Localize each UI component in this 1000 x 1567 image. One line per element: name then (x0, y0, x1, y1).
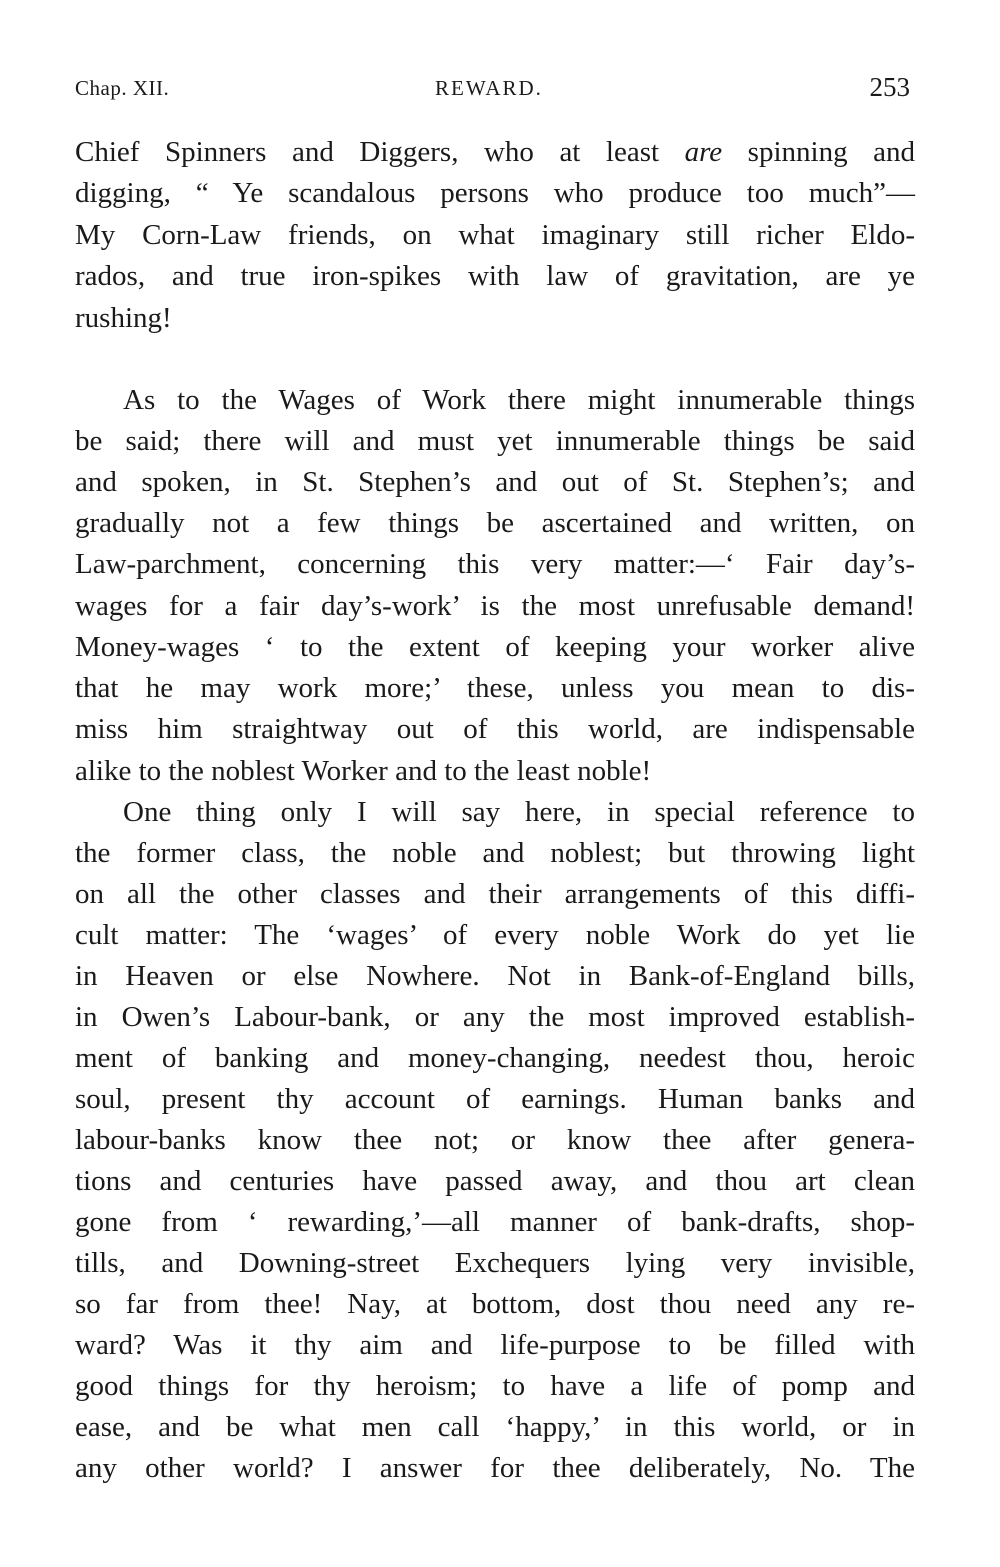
text-line: tions and centuries have passed away, and thou art clean (75, 1165, 915, 1197)
text-line: ment of banking and money-changing, needest thou, heroic (75, 1042, 915, 1074)
text-line: good things for thy heroism; to have a life of pomp and (75, 1370, 915, 1402)
text-line: the former class, the noble and noblest; but throwing light (75, 837, 915, 869)
text-line: miss him straightway out of this world, are indispensable (75, 713, 915, 745)
text-line: cult matter: The ‘wages’ of every noble Work do yet lie (75, 919, 915, 951)
text-line: As to the Wages of Work there might innumerable things (123, 384, 915, 416)
text-line: be said; there will and must yet innumerable things be said (75, 425, 915, 457)
text-line: ward? Was it thy aim and life-purpose to be filled with (75, 1329, 915, 1361)
text-line: Chief Spinners and Diggers, who at least are spinning and (75, 136, 915, 168)
text-line: and spoken, in St. Stephen’s and out of St. Stephen’s; and (75, 466, 915, 498)
text-line: wages for a fair day’s-work’ is the most unrefusable demand! (75, 590, 915, 622)
page-number: 253 (869, 72, 910, 102)
text-line: tills, and Downing-street Exchequers lying very invisible, (75, 1247, 915, 1279)
text-line: My Corn-Law friends, on what imaginary still richer Eldo- (75, 219, 915, 251)
text-line: soul, present thy account of earnings. Human banks and (75, 1083, 915, 1115)
text-line: that he may work more;’ these, unless you mean to dis- (75, 672, 915, 704)
text-line: ease, and be what men call ‘happy,’ in this world, or in (75, 1411, 915, 1443)
text-line: rushing! (75, 302, 172, 334)
text-line: gone from ‘ rewarding,’—all manner of bank-drafts, shop- (75, 1206, 915, 1238)
running-title: REWARD. (435, 76, 543, 100)
paragraph1-line0-source (0, 0, 1, 1)
text-line: labour-banks know thee not; or know thee after genera- (75, 1124, 915, 1156)
text-line: One thing only I will say here, in special reference to (123, 796, 915, 828)
chapter-label: Chap. XII. (75, 76, 170, 100)
running-header (75, 72, 910, 106)
text-line: so far from thee! Nay, at bottom, dost thou need any re- (75, 1288, 915, 1320)
text-line: Money-wages ‘ to the extent of keeping your worker alive (75, 631, 915, 663)
text-line: in Owen’s Labour-bank, or any the most improved establish- (75, 1001, 915, 1033)
text-line: on all the other classes and their arrangements of this diffi- (75, 878, 915, 910)
text-line: alike to the noblest Worker and to the least noble! (75, 755, 652, 787)
text-line: Law-parchment, concerning this very matter:—‘ Fair day’s- (75, 548, 915, 580)
text-line: any other world? I answer for thee deliberately, No. The (75, 1452, 915, 1484)
text-line: in Heaven or else Nowhere. Not in Bank-of-England bills, (75, 960, 915, 992)
text-line: rados, and true iron-spikes with law of gravitation, are ye (75, 260, 915, 292)
text-line: gradually not a few things be ascertained and written, on (75, 507, 915, 539)
text-line: digging, “ Ye scandalous persons who produce too much”— (75, 177, 915, 209)
